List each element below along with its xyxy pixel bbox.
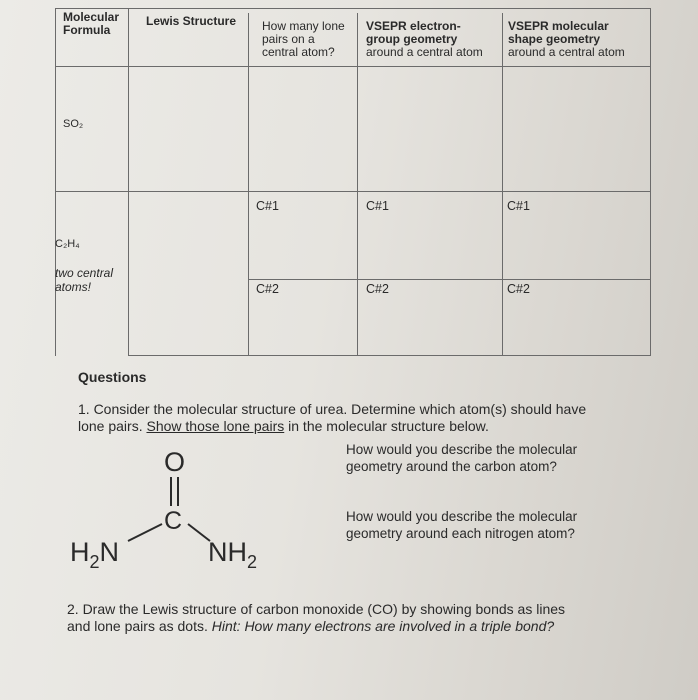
cell-molecular-shape-c1: C#1 — [507, 199, 530, 213]
table-col-divider — [357, 13, 358, 356]
header-molecular-formula: Molecular Formula — [63, 10, 120, 37]
row-formula-c2h4: C₂H₄ — [55, 238, 80, 250]
bond-c-n-right — [188, 524, 210, 541]
urea-structure — [60, 440, 310, 580]
table-border-top — [55, 8, 650, 9]
table-header-divider — [55, 66, 650, 67]
table-subrow-divider — [248, 279, 650, 280]
row-formula-so2: SO₂ — [63, 118, 84, 130]
carbon-atom: C — [164, 507, 183, 535]
cell-electron-geometry-c2: C#2 — [366, 282, 389, 296]
table-border-right — [650, 8, 651, 356]
bond-c-n-left — [128, 524, 162, 541]
cell-electron-geometry-c1: C#1 — [366, 199, 389, 213]
header-lone-pairs: How many lone pairs on a central atom? — [262, 19, 345, 59]
question-1: 1. Consider the molecular structure of urea. Determine which atom(s) should have lone pairs. Show those lone pairs in the molecular structure below. — [78, 401, 587, 434]
table-row-divider — [55, 191, 650, 192]
question-2: 2. Draw the Lewis structure of carbon monoxide (CO) by showing bonds as lines and lone pairs as dots. Hint: How many electrons are involved in a triple bond? — [67, 601, 566, 634]
oxygen-atom: O — [164, 447, 186, 477]
cell-molecular-shape-c2: C#2 — [507, 282, 530, 296]
table-col-divider — [128, 8, 129, 356]
header-molecular-shape: VSEPR molecular shape geometry around a central atom — [508, 19, 625, 59]
questions-heading: Questions — [78, 369, 147, 385]
table-border-bottom — [128, 355, 650, 356]
question-1b: How would you describe the molecular geometry around each nitrogen atom? — [346, 509, 578, 541]
amine-group-right: $NH_2$ — [208, 537, 258, 572]
header-electron-geometry: VSEPR electron- group geometry around a central atom — [366, 19, 483, 59]
table-col-divider — [502, 13, 503, 356]
amine-group-left: $H_2N$ — [70, 537, 120, 572]
cell-lone-pairs-c1: C#1 — [256, 199, 279, 213]
question-1a: How would you describe the molecular geometry around the carbon atom? — [346, 442, 578, 474]
table-col-divider — [248, 13, 249, 356]
row-note-two-central-atoms: two central atoms! — [55, 266, 114, 294]
header-lewis-structure: Lewis Structure — [146, 14, 237, 28]
cell-lone-pairs-c2: C#2 — [256, 282, 279, 296]
table-border-left — [55, 8, 56, 356]
